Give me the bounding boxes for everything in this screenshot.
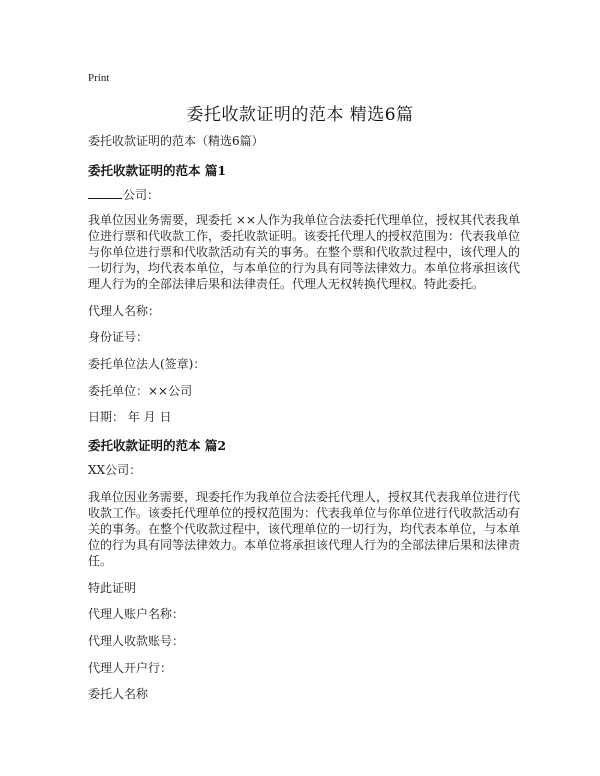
- section2-field-principal-name: 委托人名称: [88, 687, 149, 701]
- page-title: 委托收款证明的范本 精选6篇: [186, 105, 414, 125]
- document-subtitle: 委托收款证明的范本（精选6篇）: [88, 134, 264, 148]
- blank-underline: [88, 198, 122, 199]
- section2-heading: 委托收款证明的范本 篇2: [88, 438, 227, 453]
- section1-field-unit: 委托单位：××公司: [88, 384, 193, 398]
- print-label: Print: [88, 72, 110, 84]
- section2-field-account-name: 代理人账户名称：: [88, 607, 185, 621]
- section2-paragraph: 我单位因业务需要，现委托作为我单位合法委托代理人，授权其代表我单位进行代收款工作。该委托代理单位的授权范围为：代表我单位与你单位进行代收款活动有关的事务。在整个代收款过程中，该代理单位的一切行为，均代表本单位，与本单位的行为具有同等法律效力。本单位将承担该代理人行为的全部法律后果和法律责任。: [88, 490, 521, 568]
- section1-field-id-number: 身份证号：: [88, 330, 149, 344]
- section1-field-legal-signature: 委托单位法人(签章)：: [88, 357, 206, 371]
- section2-field-account-number: 代理人收款账号：: [88, 634, 185, 648]
- section1-addressee: 公司：: [123, 188, 160, 202]
- section1-addressee-line: [88, 187, 520, 203]
- section1-heading: 委托收款证明的范本 篇1: [88, 163, 227, 178]
- section1-field-date: 日期： 年 月 日: [88, 410, 172, 424]
- section1-field-agent-name: 代理人名称：: [88, 304, 161, 318]
- section2-field-certify: 特此证明: [88, 581, 137, 595]
- section1-paragraph: 我单位因业务需要，现委托 ××人作为我单位合法委托代理单位，授权其代表我单位进行票和代收款工作，委托收款证明。该委托代理人的授权范围为：代表我单位与你单位进行票和代收款活动有关的事务。在整个票和代收款过程中，该代理人的一切行为，均代表本单位，与本单位的行为具有同等法律效力。本单位将承担该代理人行为的全部法律后果和法律责任。代理人无权转换代理权。特此委托。: [88, 213, 521, 291]
- section2-field-bank: 代理人开户行：: [88, 661, 173, 675]
- section2-addressee: XX公司：: [88, 463, 142, 477]
